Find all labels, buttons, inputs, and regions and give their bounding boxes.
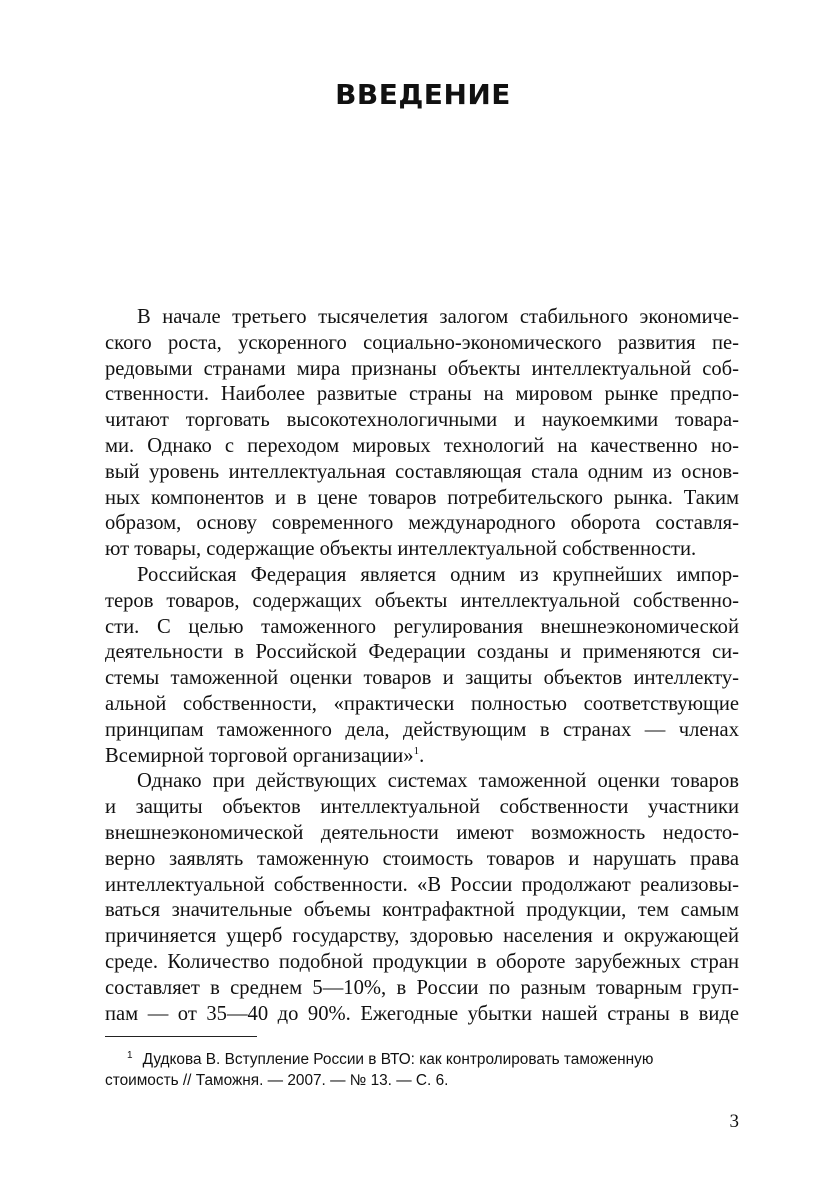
text-line: пам — от 35—40 до 90%. Ежегодные убытки нашей страны в виде [105, 1002, 739, 1025]
text-line: вый уровень интеллектуальная составляющая стала одним из основ- [105, 460, 739, 483]
text-line: Российская Федерация является одним из крупнейших импор- [137, 563, 739, 586]
text-line: принципам таможенного дела, действующим в странах — членах [105, 718, 739, 741]
text-line: интеллектуальной собственности. «В России продолжают реализовы- [105, 873, 739, 896]
text-line: ют товары, содержащие объекты интеллектуальной собственности. [105, 538, 697, 561]
text-line: ми. Однако с переходом мировых технологий на качественно но- [105, 434, 739, 457]
text-line: ваться значительные объемы контрафактной продукции, тем самым [105, 899, 739, 922]
footnote-reference[interactable]: 1 [413, 744, 420, 757]
text-line: деятельности в Российской Федерации созданы и применяются си- [105, 641, 739, 664]
footnote-text: Дудкова В. Вступление России в ВТО: как контролировать таможенную [142, 1051, 654, 1068]
text-line: среде. Количество подобной продукции в обороте зарубежных стран [105, 950, 739, 973]
text-line-with-footnote: Всемирной торговой организации»$^1$. [105, 744, 425, 767]
text-line: образом, основу современного международного оборота составля- [105, 512, 739, 535]
text-line: читают торговать высокотехнологичными и наукоемкими товара- [105, 409, 739, 432]
paragraph-3 [105, 769, 739, 1027]
text-line: причиняется ущерб государству, здоровью населения и окружающей [105, 925, 739, 948]
text-line: теров товаров, содержащих объекты интеллектуальной собственно- [105, 589, 739, 612]
footnote-number: 1 [127, 1049, 133, 1061]
text-line: внешнеэкономической деятельности имеют возможность недосто- [105, 821, 739, 844]
text-line: стемы таможенной оценки товаров и защиты объектов интеллекту- [105, 667, 739, 690]
text-line: альной собственности, «практически полностью соответствующие [105, 692, 739, 715]
page-number: 3 [729, 1111, 739, 1132]
page-title: ВВЕДЕНИЕ [335, 78, 511, 111]
text-line: В начале третьего тысячелетия залогом стабильного экономиче- [137, 306, 739, 328]
text-line: Однако при действующих системах таможенной оценки товаров [137, 770, 739, 793]
text-line: верно заявлять таможенную стоимость товаров и нарушать права [105, 847, 739, 870]
paragraph-1 [105, 305, 739, 563]
text-line: ных компонентов и в цене товаров потребительского рынка. Таким [105, 486, 739, 509]
main-text [105, 305, 739, 1027]
text-line: ственности. Наиболее развитые страны на мировом рынке предпо- [105, 383, 739, 406]
text-line: и защиты объектов интеллектуальной собственности участники [105, 796, 739, 819]
footnote-divider [105, 1036, 257, 1037]
footnote-line: стоимость // Таможня. — 2007. — № 13. — С. 6. [105, 1072, 449, 1089]
footnote [105, 1049, 739, 1091]
text-line: ского роста, ускоренного социально-экономического развития пе- [105, 331, 739, 354]
text-line: составляет в среднем 5—10%, в России по разным товарным груп- [105, 976, 739, 999]
text-line: сти. С целью таможенного регулирования внешнеэкономической [105, 615, 739, 638]
text-line: редовыми странами мира признаны объекты интеллектуальной соб- [105, 357, 739, 380]
footnote-line [105, 1049, 739, 1070]
paragraph-2 [105, 563, 739, 769]
text-line-content: Всемирной торговой организации» [105, 744, 414, 767]
